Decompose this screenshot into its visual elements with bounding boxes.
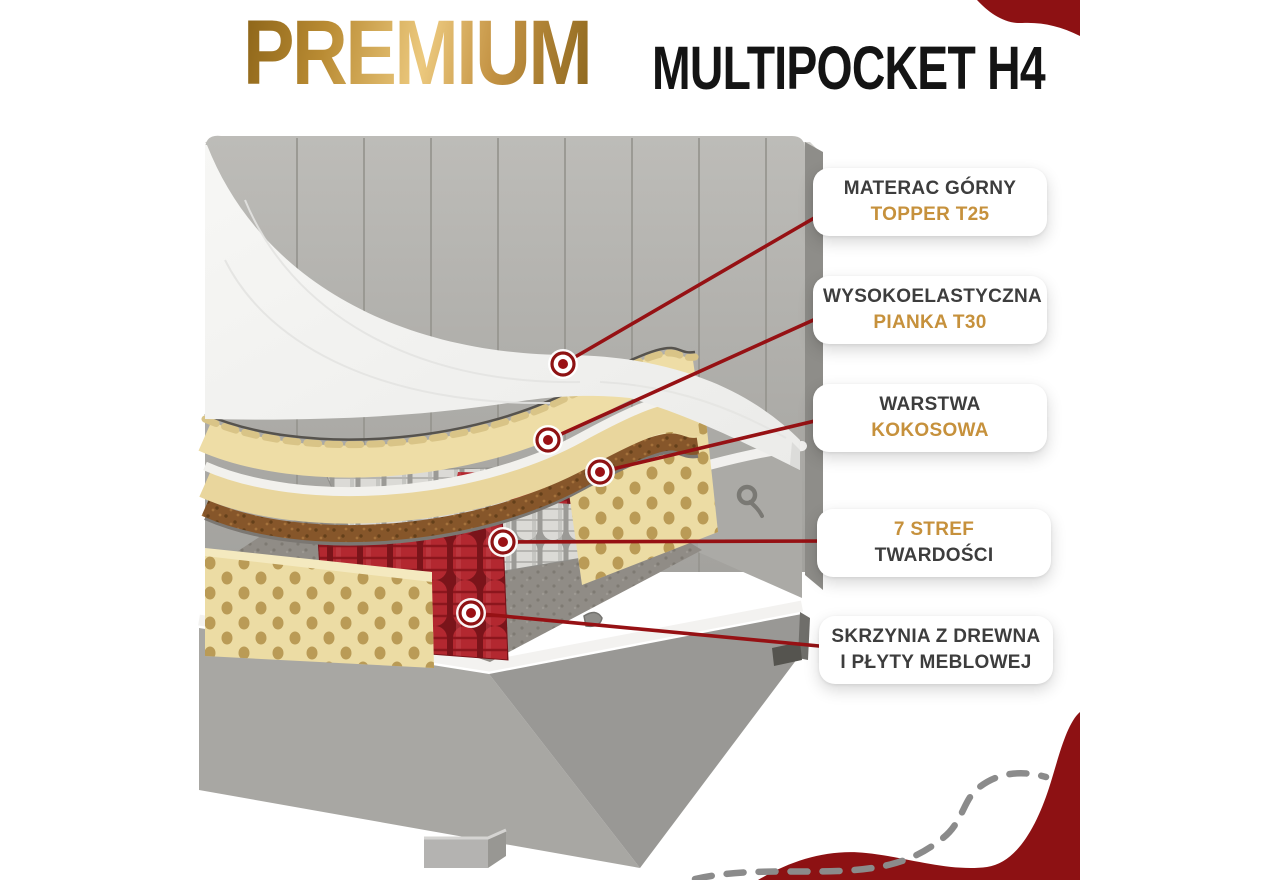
marker-topper bbox=[548, 349, 578, 379]
label-line-accent: KOKOSOWA bbox=[871, 420, 989, 441]
label-line: MATERAC GÓRNY bbox=[843, 178, 1017, 199]
callout-line-topper bbox=[563, 203, 840, 364]
callout-lines bbox=[471, 203, 840, 648]
callout-line-foam bbox=[548, 308, 840, 440]
label-box-foam bbox=[813, 276, 1047, 344]
callout-line-coconut bbox=[600, 415, 840, 472]
title-model-word: MULTIPOCKET H4 bbox=[652, 34, 1045, 102]
label-line: I PŁYTY MEBLOWEJ bbox=[840, 652, 1032, 673]
label-line: TWARDOŚCI bbox=[874, 545, 994, 566]
title-brand-word: PREMIUM bbox=[243, 2, 591, 104]
callout-line-zones bbox=[503, 541, 840, 542]
label-line: SKRZYNIA Z DREWNA bbox=[831, 626, 1041, 647]
marker-base bbox=[456, 598, 486, 628]
label-box-topper bbox=[813, 168, 1047, 236]
callout-line-base bbox=[471, 613, 840, 648]
marker-foam bbox=[533, 425, 563, 455]
blob-top-right bbox=[977, 0, 1080, 36]
label-line: WARSTWA bbox=[879, 394, 981, 415]
marker-zones bbox=[488, 527, 518, 557]
label-line-accent: 7 STREF bbox=[893, 519, 975, 540]
label-box-base bbox=[819, 616, 1053, 684]
label-line: WYSOKOELASTYCZNA bbox=[823, 286, 1043, 307]
label-box-zones bbox=[817, 509, 1051, 577]
label-box-coconut bbox=[813, 384, 1047, 452]
label-line-accent: TOPPER T25 bbox=[870, 204, 990, 225]
marker-coconut bbox=[585, 457, 615, 487]
callout-markers bbox=[456, 349, 615, 628]
label-line-accent: PIANKA T30 bbox=[873, 312, 987, 333]
